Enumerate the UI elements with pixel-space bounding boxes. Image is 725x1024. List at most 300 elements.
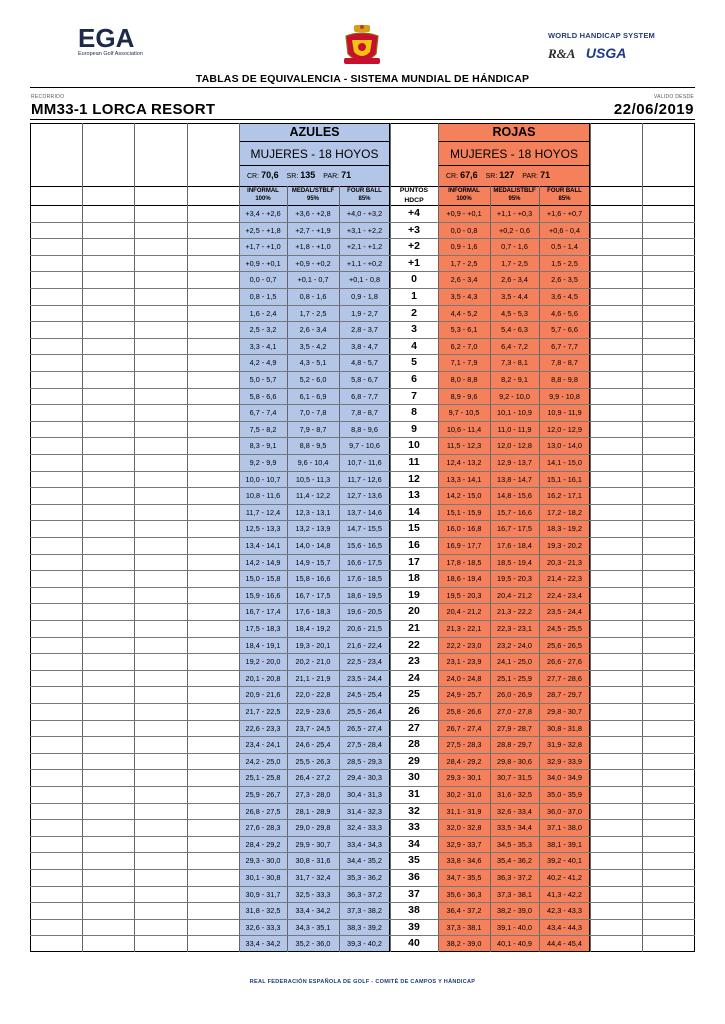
blue-range-cell: 29,4 - 30,3 bbox=[347, 773, 382, 783]
row-divider bbox=[30, 753, 695, 754]
red-range-cell: +0,9 - +0,1 bbox=[446, 209, 482, 218]
red-range-cell: 31,6 - 32,5 bbox=[497, 790, 532, 799]
blue-rating bbox=[247, 170, 359, 180]
blue-range-cell: 1,6 - 2,4 bbox=[249, 308, 277, 318]
blue-range-cell: 35,2 - 36,0 bbox=[295, 939, 331, 949]
blue-range-cell: 13,4 - 14,1 bbox=[245, 541, 281, 550]
blue-range-cell: 3,8 - 4,7 bbox=[351, 341, 378, 351]
red-range-cell: 34,7 - 35,5 bbox=[446, 873, 482, 882]
hdcp-points-cell: 0 bbox=[411, 273, 417, 286]
row-divider bbox=[30, 653, 695, 654]
row-divider bbox=[30, 388, 695, 389]
red-range-cell: 11,5 - 12,3 bbox=[446, 441, 482, 451]
red-col-head bbox=[490, 187, 539, 203]
red-range-cell: 37,3 - 38,1 bbox=[446, 922, 482, 932]
row-divider bbox=[30, 437, 695, 438]
row-divider bbox=[30, 919, 695, 920]
red-range-cell: 27,0 - 27,8 bbox=[497, 707, 532, 716]
hdcp-points-cell: 16 bbox=[408, 539, 420, 551]
blue-range-cell: +0,1 - 0,8 bbox=[348, 275, 381, 285]
blue-range-cell: 38,3 - 39,2 bbox=[347, 922, 382, 932]
red-range-cell: 26,6 - 27,6 bbox=[547, 657, 582, 667]
row-divider bbox=[30, 670, 695, 671]
blue-range-cell: 34,3 - 35,1 bbox=[295, 922, 331, 932]
red-range-cell: 18,6 - 19,4 bbox=[446, 574, 482, 584]
blue-range-cell: +2,1 - +1,2 bbox=[346, 242, 383, 252]
blue-range-cell: +1,1 - +0,2 bbox=[346, 258, 383, 268]
blue-cr-value: 70,6 bbox=[261, 170, 279, 180]
blue-range-cell: 4,8 - 5,7 bbox=[351, 358, 378, 368]
blue-range-cell: 12,5 - 13,3 bbox=[245, 524, 281, 534]
blue-range-cell: 25,9 - 26,7 bbox=[245, 790, 281, 799]
red-range-cell: 31,9 - 32,8 bbox=[547, 740, 582, 750]
red-range-cell: 33,5 - 34,4 bbox=[497, 823, 532, 833]
red-range-cell: 29,3 - 30,1 bbox=[446, 773, 482, 783]
blue-range-cell: 34,4 - 35,2 bbox=[347, 856, 382, 866]
hdcp-points-cell: 10 bbox=[408, 439, 420, 452]
blue-range-cell: +0,9 - +0,1 bbox=[245, 258, 281, 268]
blue-range-cell: 18,6 - 19,5 bbox=[347, 590, 382, 600]
red-range-cell: +0,6 - 0,4 bbox=[548, 225, 581, 235]
red-range-cell: 7,8 - 8,7 bbox=[551, 358, 578, 368]
blue-col-head-pct: 95% bbox=[306, 196, 319, 202]
row-divider bbox=[30, 305, 695, 306]
blue-range-cell: 4,3 - 5,1 bbox=[299, 358, 327, 368]
blue-header-rule bbox=[239, 165, 390, 166]
hdcp-points-cell: 23 bbox=[408, 655, 420, 668]
blue-tee-title: AZULES bbox=[289, 125, 340, 139]
red-range-cell: 34,0 - 34,9 bbox=[547, 773, 582, 783]
row-divider bbox=[30, 554, 695, 555]
row-divider bbox=[30, 404, 695, 405]
red-range-cell: 22,4 - 23,4 bbox=[547, 590, 582, 600]
red-range-cell: 5,3 - 6,1 bbox=[450, 325, 478, 335]
blue-range-cell: 1,7 - 2,5 bbox=[299, 308, 327, 318]
blue-range-cell: 36,3 - 37,2 bbox=[347, 889, 382, 899]
blue-range-cell: +3,4 - +2,6 bbox=[245, 209, 281, 218]
red-range-cell: 1,5 - 2,5 bbox=[551, 258, 578, 268]
puntos-hdcp-head-line: PUNTOS bbox=[399, 187, 429, 194]
red-range-cell: 36,4 - 37,2 bbox=[446, 906, 482, 916]
blue-range-cell: 14,7 - 15,5 bbox=[347, 524, 382, 534]
red-range-cell: 39,1 - 40,0 bbox=[497, 922, 532, 932]
blue-par-value: 71 bbox=[341, 170, 352, 180]
blue-range-cell: +4,0 - +3,2 bbox=[346, 209, 383, 218]
row-divider bbox=[30, 504, 695, 505]
blue-range-cell: 19,6 - 20,5 bbox=[347, 607, 382, 617]
blue-range-cell: 28,4 - 29,2 bbox=[245, 839, 281, 849]
hdcp-points-cell: 5 bbox=[411, 356, 417, 369]
hdcp-points-cell: 20 bbox=[408, 605, 420, 618]
blue-range-cell: 21,1 - 21,9 bbox=[295, 673, 331, 683]
red-col-head bbox=[539, 187, 590, 203]
red-range-cell: 23,1 - 23,9 bbox=[446, 657, 482, 667]
red-range-cell: 6,2 - 7,0 bbox=[450, 341, 478, 351]
red-range-cell: 8,2 - 9,1 bbox=[501, 375, 528, 384]
rfeg-crest-icon bbox=[342, 24, 382, 73]
blue-range-cell: 27,5 - 28,4 bbox=[347, 740, 382, 750]
red-range-cell: 13,0 - 14,0 bbox=[547, 441, 582, 451]
red-range-cell: 15,1 - 16,1 bbox=[547, 474, 582, 484]
red-range-cell: 24,1 - 25,0 bbox=[497, 657, 532, 667]
blue-range-cell: 7,0 - 7,8 bbox=[299, 408, 327, 418]
row-divider bbox=[30, 255, 695, 256]
red-range-cell: 31,1 - 31,9 bbox=[446, 806, 482, 816]
red-range-cell: 30,7 - 31,5 bbox=[497, 773, 532, 783]
course-divider bbox=[30, 119, 695, 120]
blue-range-cell: +1,7 - +1,0 bbox=[245, 242, 281, 252]
red-range-cell: 36,0 - 37,0 bbox=[547, 806, 582, 816]
blue-range-cell: 20,9 - 21,6 bbox=[245, 690, 281, 700]
red-range-cell: 27,7 - 28,6 bbox=[547, 673, 582, 683]
blue-range-cell: 15,0 - 15,8 bbox=[245, 574, 281, 584]
blue-range-cell: 31,4 - 32,3 bbox=[347, 806, 382, 816]
blue-range-cell: 5,8 - 6,6 bbox=[249, 391, 277, 401]
whs-title: WORLD HANDICAP SYSTEM bbox=[548, 31, 655, 40]
blue-range-cell: 13,2 - 13,9 bbox=[295, 524, 331, 534]
hdcp-points-cell: 28 bbox=[408, 738, 420, 751]
blue-range-cell: 25,5 - 26,4 bbox=[347, 707, 382, 716]
red-range-cell: 19,5 - 20,3 bbox=[446, 590, 482, 600]
red-range-cell: 38,2 - 39,0 bbox=[497, 906, 532, 916]
hdcp-points-cell: 32 bbox=[408, 804, 420, 817]
red-range-cell: 20,4 - 21,2 bbox=[497, 590, 532, 600]
course-name: MM33-1 LORCA RESORT bbox=[31, 101, 216, 118]
red-range-cell: 36,3 - 37,2 bbox=[497, 873, 532, 882]
red-range-cell: 41,3 - 42,2 bbox=[547, 889, 582, 899]
blue-range-cell: 20,2 - 21,0 bbox=[295, 657, 331, 667]
red-range-cell: 17,6 - 18,4 bbox=[497, 541, 532, 550]
hdcp-points-cell: 24 bbox=[408, 671, 420, 684]
red-range-cell: 8,9 - 9,6 bbox=[450, 391, 478, 401]
hdcp-points-cell: 2 bbox=[411, 306, 417, 319]
blue-range-cell: 29,9 - 30,7 bbox=[295, 839, 331, 849]
red-range-cell: 6,4 - 7,2 bbox=[501, 341, 528, 351]
row-divider bbox=[30, 238, 695, 239]
valido-label: VALIDO DESDE bbox=[653, 94, 694, 100]
hdcp-points-cell: 11 bbox=[408, 456, 420, 468]
red-range-cell: 26,0 - 26,9 bbox=[497, 690, 532, 700]
blue-range-cell: 24,6 - 25,4 bbox=[295, 740, 331, 750]
red-range-cell: 9,7 - 10,5 bbox=[448, 408, 480, 418]
hdcp-points-cell: 6 bbox=[411, 373, 417, 385]
red-range-cell: 20,3 - 21,3 bbox=[547, 557, 582, 567]
red-range-cell: 39,2 - 40,1 bbox=[547, 856, 582, 866]
row-divider bbox=[30, 935, 695, 936]
red-col-head-name: INFORMAL bbox=[448, 188, 480, 194]
hdcp-points-cell: 30 bbox=[408, 771, 420, 784]
blue-range-cell: 2,5 - 3,2 bbox=[249, 325, 277, 335]
red-col-head bbox=[438, 187, 490, 203]
red-range-cell: 42,3 - 43,3 bbox=[547, 906, 582, 916]
red-range-cell: 26,7 - 27,4 bbox=[446, 723, 482, 733]
blue-range-cell: 22,6 - 23,3 bbox=[245, 723, 281, 733]
hdcp-points-cell: 13 bbox=[408, 489, 420, 502]
red-col-head-pct: 95% bbox=[508, 196, 521, 202]
title-divider bbox=[30, 87, 695, 88]
red-range-cell: 28,7 - 29,7 bbox=[547, 690, 582, 700]
red-range-cell: 4,5 - 5,3 bbox=[501, 308, 528, 318]
red-range-cell: 25,1 - 25,9 bbox=[497, 673, 532, 683]
blue-range-cell: 24,2 - 25,0 bbox=[245, 756, 281, 766]
blue-range-cell: 5,0 - 5,7 bbox=[249, 375, 277, 384]
blue-range-cell: 8,8 - 9,5 bbox=[299, 441, 327, 451]
red-range-cell: 21,3 - 22,2 bbox=[497, 607, 532, 617]
blue-range-cell: 29,0 - 29,8 bbox=[295, 823, 331, 833]
blue-range-cell: 23,7 - 24,5 bbox=[295, 723, 331, 733]
blue-range-cell: 6,8 - 7,7 bbox=[351, 391, 378, 401]
row-divider bbox=[30, 587, 695, 588]
red-range-cell: 35,6 - 36,3 bbox=[446, 889, 482, 899]
blue-range-cell: 17,6 - 18,5 bbox=[347, 574, 382, 584]
blue-range-cell: 19,3 - 20,1 bbox=[295, 640, 331, 650]
hdcp-points-cell: +4 bbox=[408, 207, 420, 219]
red-range-cell: 34,5 - 35,3 bbox=[497, 839, 532, 849]
blue-range-cell: +2,5 - +1,8 bbox=[245, 225, 281, 235]
blue-range-cell: 14,0 - 14,8 bbox=[295, 541, 331, 550]
blue-range-cell: 2,8 - 3,7 bbox=[351, 325, 378, 335]
row-divider bbox=[30, 471, 695, 472]
red-range-cell: 7,3 - 8,1 bbox=[501, 358, 528, 368]
red-range-cell: 4,6 - 5,6 bbox=[551, 308, 578, 318]
red-range-cell: 1,7 - 2,5 bbox=[501, 258, 528, 268]
red-range-cell: 23,5 - 24,4 bbox=[547, 607, 582, 617]
red-range-cell: 38,2 - 39,0 bbox=[446, 939, 482, 949]
red-range-cell: 43,4 - 44,3 bbox=[547, 922, 582, 932]
hdcp-points-cell: 21 bbox=[408, 622, 420, 634]
red-range-cell: 37,1 - 38,0 bbox=[547, 823, 582, 833]
red-range-cell: 16,9 - 17,7 bbox=[446, 541, 482, 550]
blue-range-cell: 23,4 - 24,1 bbox=[245, 740, 281, 750]
red-range-cell: 6,7 - 7,7 bbox=[551, 341, 578, 351]
red-range-cell: +1,6 - +0,7 bbox=[546, 209, 583, 218]
blue-range-cell: +3,6 - +2,8 bbox=[295, 209, 331, 218]
red-sr-label: SR: bbox=[485, 173, 498, 180]
red-range-cell: 5,4 - 6,3 bbox=[501, 325, 528, 335]
blue-range-cell: 12,7 - 13,6 bbox=[347, 491, 382, 501]
red-range-cell: 10,1 - 10,9 bbox=[497, 408, 532, 418]
red-col-head-pct: 100% bbox=[456, 196, 472, 202]
red-range-cell: 21,4 - 22,3 bbox=[547, 574, 582, 584]
red-rating bbox=[446, 170, 558, 180]
red-range-cell: 8,8 - 9,8 bbox=[551, 375, 578, 384]
blue-col-head-name: FOUR BALL bbox=[347, 188, 382, 194]
red-header-rule bbox=[438, 141, 590, 142]
red-range-cell: 30,8 - 31,8 bbox=[547, 723, 582, 733]
row-divider bbox=[30, 836, 695, 837]
red-range-cell: 4,4 - 5,2 bbox=[450, 308, 478, 318]
blue-range-cell: 10,8 - 11,6 bbox=[245, 491, 281, 501]
blue-range-cell: 33,4 - 34,2 bbox=[295, 906, 331, 916]
red-range-cell: 33,8 - 34,6 bbox=[446, 856, 482, 866]
blue-range-cell: 31,8 - 32,5 bbox=[245, 906, 281, 916]
red-range-cell: 16,0 - 16,8 bbox=[446, 524, 482, 534]
blue-range-cell: 20,6 - 21,5 bbox=[347, 624, 382, 633]
red-range-cell: 12,0 - 12,8 bbox=[497, 441, 532, 451]
row-divider bbox=[30, 338, 695, 339]
red-range-cell: 17,2 - 18,2 bbox=[547, 507, 582, 517]
red-range-cell: 9,2 - 10,0 bbox=[499, 391, 530, 401]
blue-range-cell: 15,6 - 16,5 bbox=[347, 541, 382, 550]
row-divider bbox=[30, 570, 695, 571]
ega-logo bbox=[78, 25, 148, 58]
row-divider bbox=[30, 603, 695, 604]
red-cr-value: 67,6 bbox=[460, 170, 478, 180]
red-range-cell: 24,0 - 24,8 bbox=[446, 673, 482, 683]
hdcp-points-cell: 17 bbox=[408, 555, 420, 568]
hdcp-points-cell: 31 bbox=[408, 788, 420, 800]
blue-range-cell: 30,4 - 31,3 bbox=[347, 790, 382, 799]
blue-range-cell: 29,3 - 30,0 bbox=[245, 856, 281, 866]
red-col-head-pct: 85% bbox=[558, 196, 571, 202]
blue-range-cell: 0,0 - 0,7 bbox=[249, 275, 277, 285]
blue-range-cell: 23,5 - 24,4 bbox=[347, 673, 382, 683]
row-divider bbox=[30, 703, 695, 704]
blue-range-cell: 9,2 - 9,9 bbox=[249, 458, 277, 467]
row-divider bbox=[30, 421, 695, 422]
blue-range-cell: 10,7 - 11,6 bbox=[347, 458, 382, 467]
blue-range-cell: 26,8 - 27,5 bbox=[245, 806, 281, 816]
hdcp-points-cell: 40 bbox=[408, 937, 420, 950]
red-range-cell: 12,4 - 13,2 bbox=[446, 458, 482, 467]
hdcp-points-cell: 15 bbox=[408, 522, 420, 535]
row-divider bbox=[30, 902, 695, 903]
red-header-rule bbox=[438, 165, 590, 166]
red-range-cell: 32,9 - 33,9 bbox=[547, 756, 582, 766]
blue-range-cell: 27,3 - 28,0 bbox=[295, 790, 331, 799]
blue-range-cell: 32,4 - 33,3 bbox=[347, 823, 382, 833]
blue-range-cell: +3,1 - +2,2 bbox=[346, 225, 383, 235]
hdcp-points-cell: 7 bbox=[411, 389, 417, 402]
blue-range-cell: 26,5 - 27,4 bbox=[347, 723, 382, 733]
red-range-cell: 24,9 - 25,7 bbox=[446, 690, 482, 700]
red-range-cell: 29,8 - 30,7 bbox=[547, 707, 582, 716]
red-col-head-name: MEDAL/STBLF bbox=[493, 188, 536, 194]
blue-range-cell: 31,7 - 32,4 bbox=[295, 873, 331, 882]
blue-col-head bbox=[287, 187, 339, 203]
blue-category: MUJERES - 18 HOYOS bbox=[250, 147, 379, 161]
blue-range-cell: 3,3 - 4,1 bbox=[249, 341, 277, 351]
row-divider bbox=[30, 736, 695, 737]
blue-range-cell: 11,4 - 12,2 bbox=[295, 491, 331, 501]
blue-cr-label: CR: bbox=[247, 173, 260, 180]
blue-range-cell: 25,1 - 25,8 bbox=[245, 773, 281, 783]
red-range-cell: 9,9 - 10,8 bbox=[549, 391, 580, 401]
blue-range-cell: 14,2 - 14,9 bbox=[245, 557, 281, 567]
row-divider bbox=[30, 537, 695, 538]
red-range-cell: 17,8 - 18,5 bbox=[446, 557, 482, 567]
red-range-cell: 0,5 - 1,4 bbox=[551, 242, 578, 252]
blue-range-cell: 30,8 - 31,6 bbox=[295, 856, 331, 866]
red-range-cell: 12,0 - 12,9 bbox=[547, 424, 582, 434]
blue-range-cell: 22,5 - 23,4 bbox=[347, 657, 382, 667]
red-range-cell: +0,2 - 0,6 bbox=[498, 225, 531, 235]
blue-range-cell: 30,1 - 30,8 bbox=[245, 873, 281, 882]
blue-range-cell: 8,8 - 9,6 bbox=[351, 424, 378, 434]
red-range-cell: 7,1 - 7,9 bbox=[450, 358, 478, 368]
row-divider bbox=[30, 354, 695, 355]
hdcp-points-cell: 3 bbox=[411, 323, 417, 336]
red-range-cell: 10,9 - 11,9 bbox=[547, 408, 582, 418]
blue-range-cell: 16,7 - 17,5 bbox=[295, 590, 331, 600]
blue-range-cell: 35,3 - 36,2 bbox=[347, 873, 382, 882]
blue-range-cell: 5,8 - 6,7 bbox=[351, 375, 378, 384]
row-divider bbox=[30, 886, 695, 887]
blue-range-cell: 2,6 - 3,4 bbox=[299, 325, 327, 335]
red-range-cell: 13,8 - 14,7 bbox=[497, 474, 532, 484]
red-range-cell: 15,1 - 15,9 bbox=[446, 507, 482, 517]
hdcp-points-cell: 39 bbox=[408, 920, 420, 933]
blue-range-cell: 0,8 - 1,6 bbox=[299, 292, 327, 301]
hdcp-points-cell: 12 bbox=[408, 472, 420, 485]
blue-range-cell: 15,9 - 16,6 bbox=[245, 590, 281, 600]
hdcp-points-cell: 22 bbox=[408, 638, 420, 651]
red-range-cell: 0,7 - 1,6 bbox=[501, 242, 528, 252]
red-range-cell: 11,0 - 11,9 bbox=[497, 424, 532, 434]
red-col-head-name: FOUR BALL bbox=[547, 188, 582, 194]
hdcp-points-cell: 18 bbox=[408, 572, 420, 585]
blue-range-cell: 33,4 - 34,3 bbox=[347, 839, 382, 849]
blue-range-cell: 22,9 - 23,6 bbox=[295, 707, 331, 716]
red-range-cell: 1,7 - 2,5 bbox=[450, 258, 478, 268]
blue-range-cell: 10,5 - 11,3 bbox=[295, 474, 331, 484]
red-par-label: PAR: bbox=[522, 173, 539, 180]
blue-range-cell: 21,6 - 22,4 bbox=[347, 640, 382, 650]
red-range-cell: 0,9 - 1,6 bbox=[450, 242, 478, 252]
hdcp-points-cell: 19 bbox=[408, 588, 420, 601]
blue-range-cell: +1,8 - +1,0 bbox=[295, 242, 331, 252]
row-divider bbox=[30, 288, 695, 289]
red-range-cell: 14,8 - 15,6 bbox=[497, 491, 532, 501]
red-range-cell: 24,5 - 25,5 bbox=[547, 624, 582, 633]
blue-range-cell: 16,7 - 17,4 bbox=[245, 607, 281, 617]
blue-range-cell: 3,5 - 4,2 bbox=[299, 341, 327, 351]
row-divider bbox=[30, 271, 695, 272]
red-range-cell: 37,3 - 38,1 bbox=[497, 889, 532, 899]
red-range-cell: 19,3 - 20,2 bbox=[547, 541, 582, 550]
blue-range-cell: 11,7 - 12,4 bbox=[245, 507, 281, 517]
red-range-cell: 25,6 - 26,5 bbox=[547, 640, 582, 650]
hdcp-points-cell: 33 bbox=[408, 821, 420, 834]
red-range-cell: 32,6 - 33,4 bbox=[497, 806, 532, 816]
blue-col-head-name: MEDAL/STBLF bbox=[291, 188, 335, 194]
red-range-cell: 14,2 - 15,0 bbox=[446, 491, 482, 501]
hdcp-points-cell: +1 bbox=[408, 256, 420, 269]
hdcp-points-cell: 35 bbox=[408, 854, 420, 867]
blue-range-cell: 13,7 - 14,6 bbox=[347, 507, 382, 517]
row-divider bbox=[30, 819, 695, 820]
blue-range-cell: 0,8 - 1,5 bbox=[249, 292, 277, 301]
blue-range-cell: 32,5 - 33,3 bbox=[295, 889, 331, 899]
red-range-cell: 35,4 - 36,2 bbox=[497, 856, 532, 866]
red-range-cell: 18,3 - 19,2 bbox=[547, 524, 582, 534]
red-tee-title: ROJAS bbox=[492, 125, 536, 139]
red-range-cell: 16,2 - 17,1 bbox=[547, 491, 582, 501]
red-range-cell: 0,0 - 0,8 bbox=[450, 225, 478, 235]
blue-range-cell: 26,4 - 27,2 bbox=[295, 773, 331, 783]
red-range-cell: 28,8 - 29,7 bbox=[497, 740, 532, 750]
red-range-cell: 35,0 - 35,9 bbox=[547, 790, 582, 799]
blue-range-cell: 17,6 - 18,3 bbox=[295, 607, 331, 617]
blue-col-head bbox=[339, 187, 390, 203]
red-range-cell: 28,4 - 29,2 bbox=[446, 756, 482, 766]
blue-range-cell: 12,3 - 13,1 bbox=[295, 507, 331, 517]
blue-range-cell: 39,3 - 40,2 bbox=[347, 939, 382, 949]
red-range-cell: 2,6 - 3,4 bbox=[501, 275, 528, 285]
hdcp-points-cell: 34 bbox=[408, 837, 420, 850]
blue-range-cell: 24,5 - 25,4 bbox=[347, 690, 382, 700]
hdcp-points-cell: 9 bbox=[411, 422, 417, 435]
